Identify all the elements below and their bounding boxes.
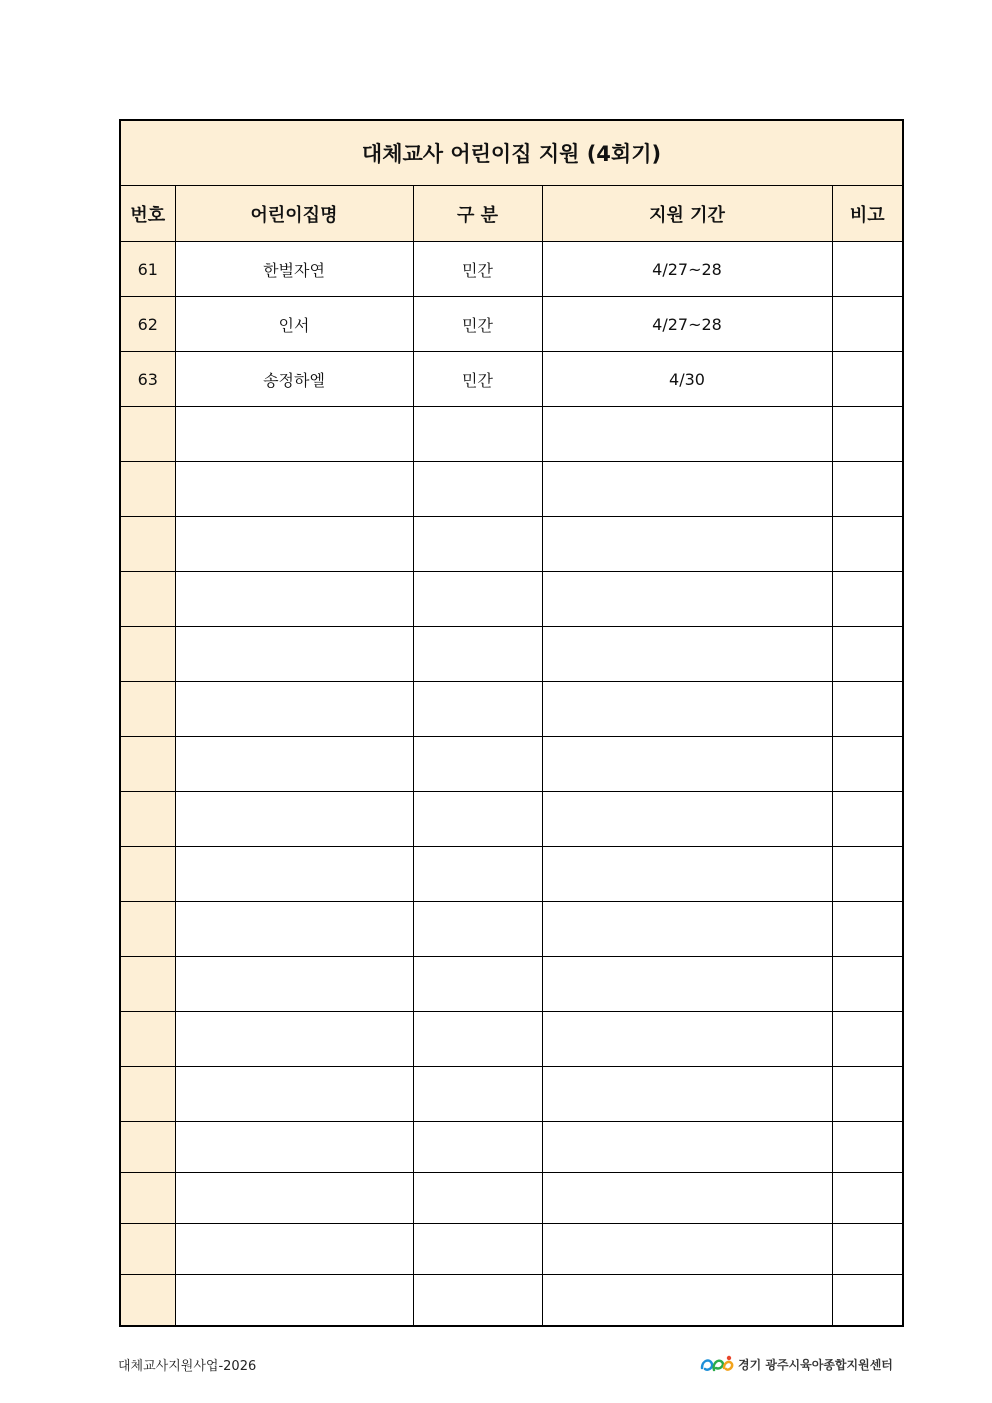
- row-category: [413, 517, 542, 572]
- row-remarks: [832, 682, 903, 737]
- row-support-period: [542, 737, 832, 792]
- row-number: [120, 1012, 175, 1067]
- row-remarks: [832, 407, 903, 462]
- row-center-name: [175, 627, 413, 682]
- row-center-name: [175, 1012, 413, 1067]
- row-support-period: [542, 1012, 832, 1067]
- table-row-empty: [120, 1067, 903, 1122]
- row-support-period: [542, 1122, 832, 1173]
- row-support-period: [542, 462, 832, 517]
- row-center-name: [175, 1224, 413, 1275]
- row-category: [413, 1067, 542, 1122]
- footer-org: [700, 1353, 893, 1375]
- row-support-period: [542, 682, 832, 737]
- row-center-name: [175, 847, 413, 902]
- row-center-name: [175, 902, 413, 957]
- footer-program-label: 대체교사지원사업-2026: [118, 1359, 257, 1374]
- row-center-name: [175, 407, 413, 462]
- row-category: 민간: [413, 242, 542, 297]
- row-category: [413, 1224, 542, 1275]
- row-category: [413, 407, 542, 462]
- row-category: [413, 902, 542, 957]
- row-remarks: [832, 352, 903, 407]
- row-remarks: [832, 1173, 903, 1224]
- row-remarks: [832, 1224, 903, 1275]
- row-support-period: [542, 902, 832, 957]
- row-category: [413, 792, 542, 847]
- row-remarks: [832, 957, 903, 1012]
- support-table: [119, 119, 904, 1327]
- row-number: 61: [120, 242, 175, 297]
- row-number: [120, 957, 175, 1012]
- row-number: [120, 1122, 175, 1173]
- row-support-period: [542, 627, 832, 682]
- table-row-empty: [120, 682, 903, 737]
- row-center-name: [175, 1122, 413, 1173]
- row-support-period: 4/30: [542, 352, 832, 407]
- row-center-name: [175, 957, 413, 1012]
- table-row-empty: [120, 1122, 903, 1173]
- header-remarks: 비고: [832, 186, 903, 242]
- row-support-period: [542, 572, 832, 627]
- row-remarks: [832, 517, 903, 572]
- row-number: [120, 517, 175, 572]
- row-remarks: [832, 737, 903, 792]
- row-category: [413, 627, 542, 682]
- row-center-name: 인서: [175, 297, 413, 352]
- row-center-name: [175, 1275, 413, 1327]
- row-number: 63: [120, 352, 175, 407]
- row-center-name: [175, 682, 413, 737]
- row-category: [413, 1173, 542, 1224]
- row-center-name: 송정하엘: [175, 352, 413, 407]
- row-number: [120, 792, 175, 847]
- row-category: [413, 847, 542, 902]
- table-row-empty: [120, 957, 903, 1012]
- row-remarks: [832, 572, 903, 627]
- table-row-empty: [120, 572, 903, 627]
- row-support-period: [542, 1224, 832, 1275]
- table-row: [120, 297, 903, 352]
- row-category: [413, 1122, 542, 1173]
- row-center-name: [175, 462, 413, 517]
- row-category: [413, 682, 542, 737]
- row-center-name: [175, 572, 413, 627]
- row-support-period: [542, 517, 832, 572]
- row-number: [120, 572, 175, 627]
- row-category: [413, 1275, 542, 1327]
- row-remarks: [832, 1122, 903, 1173]
- row-number: [120, 847, 175, 902]
- row-support-period: [542, 407, 832, 462]
- row-number: [120, 1275, 175, 1327]
- table-row: [120, 242, 903, 297]
- row-number: [120, 1067, 175, 1122]
- row-remarks: [832, 242, 903, 297]
- table-row-empty: [120, 737, 903, 792]
- row-center-name: [175, 1067, 413, 1122]
- row-support-period: [542, 957, 832, 1012]
- row-remarks: [832, 847, 903, 902]
- row-support-period: [542, 1067, 832, 1122]
- table-row-empty: [120, 462, 903, 517]
- row-remarks: [832, 1067, 903, 1122]
- table-row-empty: [120, 407, 903, 462]
- row-number: [120, 407, 175, 462]
- row-support-period: [542, 792, 832, 847]
- row-number: [120, 1173, 175, 1224]
- row-support-period: 4/27~28: [542, 297, 832, 352]
- row-category: [413, 957, 542, 1012]
- row-center-name: 한벌자연: [175, 242, 413, 297]
- table-row: [120, 352, 903, 407]
- row-category: 민간: [413, 352, 542, 407]
- row-remarks: [832, 1012, 903, 1067]
- row-category: [413, 737, 542, 792]
- row-center-name: [175, 737, 413, 792]
- footer-org-name: 경기 광주시육아종합지원센터: [738, 1357, 893, 1372]
- row-remarks: [832, 297, 903, 352]
- row-center-name: [175, 517, 413, 572]
- row-remarks: [832, 1275, 903, 1327]
- row-support-period: [542, 1275, 832, 1327]
- table-row-empty: [120, 1012, 903, 1067]
- header-number: 번호: [120, 186, 175, 242]
- header-support-period: 지원 기간: [542, 186, 832, 242]
- table-row-empty: [120, 1173, 903, 1224]
- table-row-empty: [120, 1275, 903, 1327]
- header-row: [120, 186, 903, 242]
- row-number: [120, 462, 175, 517]
- row-number: [120, 627, 175, 682]
- table-row-empty: [120, 847, 903, 902]
- header-category: 구 분: [413, 186, 542, 242]
- row-number: [120, 902, 175, 957]
- table-row-empty: [120, 792, 903, 847]
- row-category: [413, 572, 542, 627]
- table-row-empty: [120, 1224, 903, 1275]
- row-remarks: [832, 462, 903, 517]
- table-title: 대체교사 어린이집 지원 (4회기): [120, 120, 903, 186]
- header-center-name: 어린이집명: [175, 186, 413, 242]
- row-number: [120, 1224, 175, 1275]
- row-remarks: [832, 902, 903, 957]
- row-number: [120, 737, 175, 792]
- row-remarks: [832, 627, 903, 682]
- center-logo-icon: [700, 1354, 734, 1374]
- row-remarks: [832, 792, 903, 847]
- row-category: [413, 1012, 542, 1067]
- row-category: [413, 462, 542, 517]
- row-center-name: [175, 792, 413, 847]
- row-center-name: [175, 1173, 413, 1224]
- row-support-period: [542, 1173, 832, 1224]
- table-row-empty: [120, 902, 903, 957]
- row-number: 62: [120, 297, 175, 352]
- row-support-period: [542, 847, 832, 902]
- table-row-empty: [120, 517, 903, 572]
- row-support-period: 4/27~28: [542, 242, 832, 297]
- table-row-empty: [120, 627, 903, 682]
- row-category: 민간: [413, 297, 542, 352]
- row-number: [120, 682, 175, 737]
